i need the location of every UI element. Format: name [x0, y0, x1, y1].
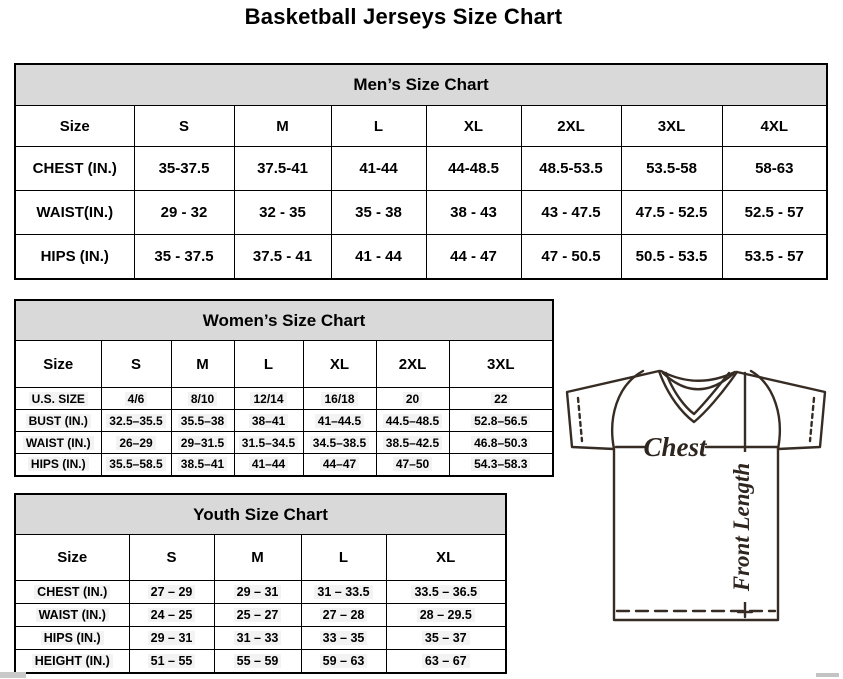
- table-row: [15, 627, 506, 650]
- scrollbar-fragment-right[interactable]: [816, 673, 839, 677]
- front-length-label: Front Length: [729, 462, 754, 592]
- size-value: 48.5-53.5: [539, 160, 603, 177]
- column-header: L: [331, 106, 426, 147]
- table-row: [15, 147, 827, 191]
- table-row: [15, 410, 553, 432]
- table-row: [15, 604, 506, 627]
- column-header: M: [171, 341, 234, 388]
- size-value-cell: [171, 388, 234, 410]
- size-value: 8/10: [188, 392, 217, 406]
- table-title: Men’s Size Chart: [15, 64, 827, 106]
- row-label: [15, 454, 101, 476]
- column-header: M: [234, 106, 331, 147]
- chest-label: Chest: [643, 432, 707, 462]
- table-row: [15, 581, 506, 604]
- size-value: 59 – 63: [320, 654, 368, 668]
- size-value-cell: [234, 432, 303, 454]
- size-value-cell: [386, 650, 506, 673]
- size-value-cell: [386, 627, 506, 650]
- size-value: 28 – 29.5: [417, 608, 475, 622]
- row-label-text: WAIST(IN.): [36, 204, 114, 221]
- column-header: M: [214, 535, 301, 581]
- size-value: 50.5 - 53.5: [635, 247, 708, 265]
- size-value: 29 – 31: [148, 631, 196, 645]
- size-value: 31 – 33.5: [314, 585, 372, 599]
- column-header: 2XL: [521, 106, 621, 147]
- right-armhole-seam: [751, 371, 780, 449]
- column-header-row: [15, 535, 506, 581]
- page-title: Basketball Jerseys Size Chart: [244, 4, 563, 29]
- column-header: XL: [426, 106, 521, 147]
- size-value: 35.5–38: [178, 414, 227, 428]
- table-title-row: [15, 494, 506, 535]
- size-value-cell: [376, 410, 449, 432]
- column-header: L: [234, 341, 303, 388]
- table-title: Youth Size Chart: [15, 494, 506, 535]
- jersey-outline: [567, 371, 825, 620]
- size-value: 54.3–58.3: [471, 457, 530, 471]
- size-value-cell: [101, 454, 171, 476]
- size-value: 38.5–41: [178, 457, 227, 471]
- row-label: [15, 235, 134, 279]
- size-value-cell: [129, 581, 214, 604]
- size-value: 41–44: [249, 457, 288, 471]
- size-value-cell: [129, 604, 214, 627]
- size-value: 27 – 29: [148, 585, 196, 599]
- row-label: [15, 650, 129, 673]
- size-value-cell: [449, 432, 553, 454]
- size-value-cell: [234, 191, 331, 235]
- size-value-cell: [621, 191, 722, 235]
- size-value: 33 – 35: [320, 631, 368, 645]
- size-value: 51 – 55: [148, 654, 196, 668]
- size-value: 46.8–50.3: [471, 436, 530, 450]
- column-header: 3XL: [621, 106, 722, 147]
- row-label: [15, 147, 134, 191]
- size-value: 44–47: [320, 457, 359, 471]
- table-row: [15, 432, 553, 454]
- size-value: 41-44: [359, 160, 398, 177]
- table-row: [15, 650, 506, 673]
- table-row: [15, 388, 553, 410]
- size-value: 22: [491, 392, 510, 406]
- right-cuff-dashed-line: [810, 398, 814, 441]
- column-header: 4XL: [722, 106, 827, 147]
- size-value: 41–44.5: [315, 414, 364, 428]
- row-label-text: HIPS (IN.): [28, 457, 89, 471]
- size-value-cell: [426, 235, 521, 279]
- size-value-cell: [101, 388, 171, 410]
- size-value: 41 - 44: [355, 247, 402, 265]
- size-value-cell: [449, 388, 553, 410]
- size-value: 26–29: [116, 436, 155, 450]
- size-value-cell: [426, 147, 521, 191]
- size-value-cell: [621, 235, 722, 279]
- column-header: S: [134, 106, 234, 147]
- size-value-cell: [134, 191, 234, 235]
- size-value: 33.5 – 36.5: [411, 585, 480, 599]
- size-value-cell: [303, 432, 376, 454]
- table-title: Women’s Size Chart: [15, 300, 553, 341]
- size-value: 35-37.5: [158, 160, 210, 177]
- row-label-text: HIPS (IN.): [41, 631, 104, 645]
- row-label-text: WAIST (IN.): [23, 436, 94, 450]
- jersey-measurement-diagram: [556, 358, 843, 630]
- row-label-text: WAIST (IN.): [36, 608, 109, 622]
- size-value: 24 – 25: [148, 608, 196, 622]
- size-value-cell: [376, 388, 449, 410]
- size-value-cell: [214, 581, 301, 604]
- size-value: 52.5 - 57: [744, 204, 804, 221]
- row-label: [15, 432, 101, 454]
- size-value: 47 - 50.5: [541, 247, 601, 265]
- size-value-cell: [303, 454, 376, 476]
- size-value: 31.5–34.5: [239, 436, 298, 450]
- table-row: [15, 191, 827, 235]
- table-title-row: [15, 300, 553, 341]
- size-value-cell: [214, 650, 301, 673]
- size-value-cell: [301, 650, 386, 673]
- size-value-cell: [134, 235, 234, 279]
- size-value-cell: [386, 604, 506, 627]
- size-value-cell: [303, 388, 376, 410]
- size-value-cell: [301, 581, 386, 604]
- column-header: Size: [15, 535, 129, 581]
- size-value-cell: [521, 147, 621, 191]
- size-value-cell: [376, 432, 449, 454]
- size-value-cell: [449, 410, 553, 432]
- table-title-row: [15, 64, 827, 106]
- left-armhole-seam: [612, 371, 643, 449]
- column-header: Size: [15, 106, 134, 147]
- size-value: 35 - 37.5: [154, 247, 214, 265]
- size-value-cell: [621, 147, 722, 191]
- size-value-cell: [331, 235, 426, 279]
- size-value-cell: [376, 454, 449, 476]
- size-value: 58-63: [755, 160, 794, 177]
- size-value-cell: [303, 410, 376, 432]
- column-header: XL: [303, 341, 376, 388]
- size-value: 38–41: [249, 414, 288, 428]
- size-value-cell: [171, 410, 234, 432]
- size-value-cell: [521, 191, 621, 235]
- size-value: 47–50: [393, 457, 432, 471]
- size-value-cell: [171, 432, 234, 454]
- womens-size-chart-table: [14, 299, 554, 477]
- row-label-text: CHEST (IN.): [34, 585, 110, 599]
- row-label: [15, 604, 129, 627]
- size-value: 53.5 - 57: [744, 247, 804, 265]
- size-value: 44-48.5: [448, 160, 499, 177]
- row-label-text: CHEST (IN.): [32, 160, 117, 177]
- size-value: 31 – 33: [234, 631, 282, 645]
- column-header: 2XL: [376, 341, 449, 388]
- row-label-text: HEIGHT (IN.): [32, 654, 113, 668]
- size-value-cell: [426, 191, 521, 235]
- size-value-cell: [134, 147, 234, 191]
- youth-size-chart-table: [14, 493, 507, 674]
- row-label-text: U.S. SIZE: [29, 392, 88, 406]
- column-header: S: [101, 341, 171, 388]
- size-value-cell: [214, 627, 301, 650]
- size-value-cell: [331, 191, 426, 235]
- size-value-cell: [722, 147, 827, 191]
- size-value: 47.5 - 52.5: [635, 204, 708, 221]
- size-value-cell: [331, 147, 426, 191]
- column-header-row: [15, 341, 553, 388]
- column-header: S: [129, 535, 214, 581]
- size-value-cell: [722, 235, 827, 279]
- size-value-cell: [234, 147, 331, 191]
- size-value-cell: [234, 410, 303, 432]
- row-label-text: BUST (IN.): [26, 414, 91, 428]
- size-value: 55 – 59: [234, 654, 282, 668]
- column-header: L: [301, 535, 386, 581]
- mens-size-chart-table: [14, 63, 828, 280]
- size-value-cell: [386, 581, 506, 604]
- size-value: 29 – 31: [234, 585, 282, 599]
- size-value: 63 – 67: [422, 654, 470, 668]
- size-value: 32.5–35.5: [106, 414, 165, 428]
- size-value: 52.8–56.5: [471, 414, 530, 428]
- size-value-cell: [129, 627, 214, 650]
- size-value: 35 - 38: [355, 204, 402, 221]
- column-header: 3XL: [449, 341, 553, 388]
- size-value: 37.5 - 41: [252, 247, 313, 265]
- size-value: 53.5-58: [646, 160, 697, 177]
- row-label: [15, 581, 129, 604]
- size-value: 4/6: [125, 392, 148, 406]
- size-value-cell: [101, 432, 171, 454]
- column-header: XL: [386, 535, 506, 581]
- size-value: 43 - 47.5: [541, 204, 601, 221]
- size-value: 35.5–58.5: [106, 457, 165, 471]
- row-label: [15, 191, 134, 235]
- size-value-cell: [301, 627, 386, 650]
- size-value: 35 – 37: [422, 631, 470, 645]
- size-value: 27 – 28: [320, 608, 368, 622]
- size-value: 38 - 43: [450, 204, 497, 221]
- size-value: 38.5–42.5: [383, 436, 442, 450]
- table-row: [15, 454, 553, 476]
- row-label: [15, 410, 101, 432]
- size-value-cell: [234, 388, 303, 410]
- size-value-cell: [101, 410, 171, 432]
- size-value-cell: [171, 454, 234, 476]
- size-value: 34.5–38.5: [310, 436, 369, 450]
- size-value: 29–31.5: [178, 436, 227, 450]
- size-value-cell: [449, 454, 553, 476]
- column-header-row: [15, 106, 827, 147]
- size-value-cell: [301, 604, 386, 627]
- row-label: [15, 388, 101, 410]
- size-value: 29 - 32: [160, 204, 208, 221]
- size-value: 12/14: [250, 392, 286, 406]
- row-label-text: HIPS (IN.): [40, 247, 109, 265]
- size-value: 44 - 47: [450, 247, 497, 265]
- table-row: [15, 235, 827, 279]
- size-value: 32 - 35: [259, 204, 306, 221]
- size-value: 20: [403, 392, 422, 406]
- size-value-cell: [234, 454, 303, 476]
- left-cuff-dashed-line: [578, 398, 582, 441]
- size-value: 37.5-41: [257, 160, 308, 177]
- size-value-cell: [521, 235, 621, 279]
- scrollbar-fragment-left[interactable]: [0, 672, 26, 678]
- size-value-cell: [722, 191, 827, 235]
- size-value: 16/18: [321, 392, 357, 406]
- size-value-cell: [129, 650, 214, 673]
- size-value-cell: [234, 235, 331, 279]
- size-value: 25 – 27: [234, 608, 282, 622]
- size-value: 44.5–48.5: [383, 414, 442, 428]
- column-header: Size: [15, 341, 101, 388]
- row-label: [15, 627, 129, 650]
- size-value-cell: [214, 604, 301, 627]
